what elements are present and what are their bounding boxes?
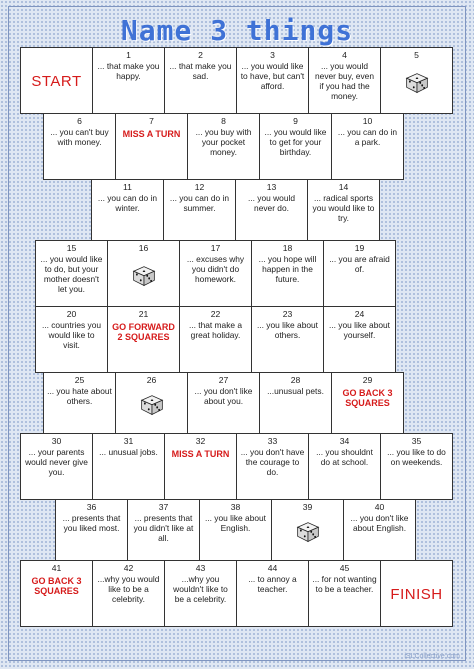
board-square xyxy=(380,433,453,500)
board-square xyxy=(259,372,332,434)
square-prompt: ... for not wanting to be a teacher. xyxy=(312,574,377,594)
square-prompt: ... you don't like about English. xyxy=(350,513,409,533)
square-number: 17 xyxy=(210,243,221,253)
board-row xyxy=(20,560,453,627)
square-number: 28 xyxy=(290,375,301,385)
board-square xyxy=(164,560,237,627)
board-square xyxy=(251,306,324,373)
dice-icon xyxy=(139,394,165,416)
board-square xyxy=(115,113,188,180)
square-prompt: ... you would like to get for your birthday. xyxy=(264,127,327,157)
board-square xyxy=(164,433,237,500)
board-square xyxy=(236,560,309,627)
square-prompt: ... you like to do on weekends. xyxy=(387,447,446,467)
board-square xyxy=(323,240,396,307)
board-square xyxy=(35,306,108,373)
square-prompt: ... excuses why you didn't do homework. xyxy=(186,254,245,284)
square-number: 24 xyxy=(354,309,365,319)
square-number: 27 xyxy=(218,375,229,385)
board-square xyxy=(43,113,116,180)
board-row xyxy=(35,306,396,373)
board-square xyxy=(163,179,236,241)
square-number: 32 xyxy=(195,436,206,446)
board-square xyxy=(236,47,309,114)
board-row xyxy=(20,47,453,114)
square-number: 20 xyxy=(66,309,77,319)
square-instruction: GO BACK 3 SQUARES xyxy=(31,576,82,596)
square-prompt: ... you hate about others. xyxy=(47,386,112,406)
square-prompt: ... you hope will happen in the future. xyxy=(258,254,317,284)
square-label: FINISH xyxy=(390,585,443,603)
square-prompt: ... you can do in winter. xyxy=(97,193,158,213)
board-square xyxy=(179,306,252,373)
board-row xyxy=(43,113,404,180)
square-prompt: ... you are afraid of. xyxy=(329,254,390,274)
square-prompt: ... your parents would never give you. xyxy=(25,447,88,477)
square-prompt: ... you buy with your pocket money. xyxy=(195,127,252,157)
square-number: 42 xyxy=(123,563,134,573)
board-row xyxy=(91,179,380,241)
board-square xyxy=(43,372,116,434)
square-prompt: ... you don't have the courage to do. xyxy=(240,447,305,477)
square-prompt: ... presents that you didn't like at all. xyxy=(133,513,194,543)
square-number: 21 xyxy=(138,309,149,319)
square-prompt: ...why you would like to be a celebrity. xyxy=(97,574,160,604)
square-number: 31 xyxy=(123,436,134,446)
square-number: 26 xyxy=(146,375,157,385)
square-number: 16 xyxy=(138,243,149,253)
square-number: 23 xyxy=(282,309,293,319)
board-square xyxy=(236,433,309,500)
board-square xyxy=(187,113,260,180)
square-number: 6 xyxy=(77,116,82,126)
board-square-start xyxy=(20,47,93,114)
square-prompt: ... you can do in summer. xyxy=(169,193,230,213)
board-row xyxy=(20,433,453,500)
square-number: 35 xyxy=(411,436,422,446)
page-title: Name 3 things xyxy=(120,14,354,47)
square-label: START xyxy=(31,72,82,90)
square-number: 40 xyxy=(374,502,385,512)
square-number: 29 xyxy=(362,375,373,385)
square-number: 30 xyxy=(51,436,62,446)
square-prompt: ... that make a great holiday. xyxy=(188,320,243,340)
square-prompt: ... you like about yourself. xyxy=(329,320,390,340)
board-square xyxy=(92,433,165,500)
board-square xyxy=(20,560,93,627)
square-prompt: ... that make you sad. xyxy=(169,61,232,81)
square-instruction: MISS A TURN xyxy=(171,449,230,459)
square-number: 8 xyxy=(221,116,226,126)
square-prompt: ... you would like to have, but can't afford. xyxy=(240,61,305,91)
board-square xyxy=(187,372,260,434)
board-square xyxy=(92,47,165,114)
square-number: 38 xyxy=(230,502,241,512)
square-prompt: ... you would like to do, but your mother doesn't let you. xyxy=(40,254,103,294)
square-instruction: MISS A TURN xyxy=(122,129,181,139)
board-square xyxy=(308,560,381,627)
square-number: 15 xyxy=(66,243,77,253)
board-row xyxy=(43,372,404,434)
square-instruction: GO FORWARD 2 SQUARES xyxy=(112,322,175,342)
square-number: 5 xyxy=(414,50,419,60)
square-number: 12 xyxy=(194,182,205,192)
board-square xyxy=(323,306,396,373)
square-prompt: ... unusual jobs. xyxy=(99,447,158,457)
square-number: 14 xyxy=(338,182,349,192)
board-square xyxy=(20,433,93,500)
square-prompt: ... you like about others. xyxy=(257,320,318,340)
square-number: 37 xyxy=(158,502,169,512)
square-number: 13 xyxy=(266,182,277,192)
square-number: 45 xyxy=(339,563,350,573)
board-square xyxy=(127,499,200,561)
board-square xyxy=(251,240,324,307)
board-square-finish xyxy=(380,560,453,627)
board-row xyxy=(35,240,396,307)
square-number: 2 xyxy=(198,50,203,60)
square-number: 4 xyxy=(342,50,347,60)
square-prompt: ... radical sports you would like to try. xyxy=(312,193,375,223)
square-prompt: ...unusual pets. xyxy=(267,386,324,396)
square-number: 11 xyxy=(123,182,132,192)
board-row xyxy=(55,499,416,561)
square-prompt: ... you can't buy with money. xyxy=(50,127,109,147)
square-prompt: ...why you wouldn't like to be a celebrity. xyxy=(173,574,228,604)
board-square xyxy=(271,499,344,561)
board-square xyxy=(107,240,180,307)
square-instruction: GO BACK 3 SQUARES xyxy=(342,388,393,408)
board-square xyxy=(331,113,404,180)
watermark: iSLCollective.com xyxy=(404,653,460,660)
square-number: 39 xyxy=(302,502,313,512)
square-number: 43 xyxy=(195,563,206,573)
square-prompt: ... to annoy a teacher. xyxy=(248,574,297,594)
square-prompt: ... presents that you liked most. xyxy=(62,513,121,533)
board-square xyxy=(164,47,237,114)
board-square xyxy=(115,372,188,434)
square-number: 7 xyxy=(149,116,154,126)
square-number: 1 xyxy=(126,50,131,60)
square-prompt: ... that make you happy. xyxy=(97,61,160,81)
square-number: 19 xyxy=(354,243,365,253)
square-prompt: ... you would never buy, even if you had the money. xyxy=(315,61,374,101)
board-square xyxy=(92,560,165,627)
dice-icon xyxy=(404,71,430,93)
board-square xyxy=(308,433,381,500)
square-prompt: ... countries you would like to visit. xyxy=(41,320,102,350)
square-number: 9 xyxy=(293,116,298,126)
square-prompt: ... you can do in a park. xyxy=(337,127,398,147)
board-square xyxy=(259,113,332,180)
board-square xyxy=(307,179,380,241)
square-number: 3 xyxy=(270,50,275,60)
square-number: 10 xyxy=(362,116,373,126)
board-square xyxy=(331,372,404,434)
square-prompt: ... you don't like about you. xyxy=(194,386,253,406)
square-number: 36 xyxy=(86,502,97,512)
board-square xyxy=(55,499,128,561)
board-square xyxy=(179,240,252,307)
board-square xyxy=(35,240,108,307)
square-prompt: ... you shouldnt do at school. xyxy=(316,447,373,467)
square-number: 34 xyxy=(339,436,350,446)
square-number: 44 xyxy=(267,563,278,573)
square-number: 33 xyxy=(267,436,278,446)
square-number: 18 xyxy=(282,243,293,253)
square-number: 25 xyxy=(74,375,85,385)
square-number: 41 xyxy=(51,563,62,573)
square-prompt: ... you like about English. xyxy=(205,513,266,533)
board-square xyxy=(380,47,453,114)
board-square xyxy=(308,47,381,114)
board-square xyxy=(107,306,180,373)
dice-icon xyxy=(131,264,157,286)
board-square xyxy=(343,499,416,561)
board-square xyxy=(235,179,308,241)
square-prompt: ... you would never do. xyxy=(247,193,296,213)
board-square xyxy=(199,499,272,561)
square-number: 22 xyxy=(210,309,221,319)
board-square xyxy=(91,179,164,241)
dice-icon xyxy=(295,521,321,543)
